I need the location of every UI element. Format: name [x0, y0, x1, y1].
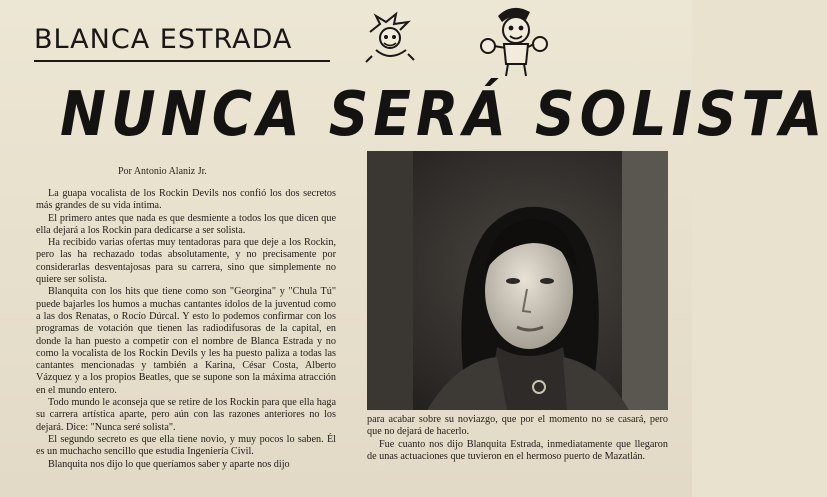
article-paragraph: Blanquita con los hits que tiene como son "Georgina" y "Chula Tú" puede bajarles los humos a muchas cantantes ídolos de la juventud como a las dos Renatas, o Rocío Dúrcal. Y esto lo podemos confirmar con los programas de votación que tienen las radiodifusoras de la capital, en donde la han puesto a competir con el nombre de Blanca Estrada y no como la vocalista de los Rockin Devils y les ha puesto paliza a todas las cantantes mencionadas y también a Karina, César Costa, Alberto Vázquez y a los propios Beatles, que se supone son la máxima atracción en el mundo entero.	[36, 286, 336, 396]
devil-mascot-icon	[362, 10, 418, 66]
kicker-title: BLANCA ESTRADA	[34, 24, 293, 55]
article-paragraph: para acabar sobre su noviazgo, que por el momento no se casará, pero que no dejará de hacerlo.	[367, 414, 668, 438]
kicker-underline	[34, 60, 330, 62]
article-paragraph: Blanquita nos dijo lo que queríamos saber y aparte nos dijo	[48, 458, 290, 470]
article-paragraph: El primero antes que nada es que desmiente a todos los que dicen que ella dejará a los Rockin para dedicarse a ser solista.	[36, 212, 336, 236]
article-paragraph: Ha recibido varias ofertas muy tentadoras para que deje a los Rockin, pero las ha rechazado todas absolutamente, y no precisamente por considerarlas desventajosas para su carrera, sino que simplemente no quiere ser solista.	[36, 237, 336, 286]
article-paragraph: Fue cuanto nos dijo Blanquita Estrada, inmediatamente que llegaron de unas actuaciones que tuvieron en el hermoso puerto de Mazatlán.	[367, 438, 668, 462]
article-column-right	[367, 414, 668, 463]
portrait-photo	[367, 151, 668, 410]
article-column-left	[36, 188, 336, 471]
byline: Por Antonio Alaniz Jr.	[118, 166, 207, 177]
headline: NUNCA SERÁ SOLISTA	[60, 78, 827, 150]
article-paragraph: El segundo secreto es que ella tiene novio, y muy pocos lo saben. Él es un muchacho sencillo que estudia Ingeniería Civil.	[36, 433, 336, 458]
article-paragraph: La guapa vocalista de los Rockin Devils nos confió los dos secretos más grandes de su vida íntima.	[36, 188, 336, 212]
boxing-mascot-icon	[478, 2, 550, 78]
article-paragraph: Todo mundo le aconseja que se retire de los Rockin para que ella haga su carrera artística aparte, pero aún con las razones anteriores no los dejará. Dice: "Nunca seré solista".	[36, 397, 336, 433]
